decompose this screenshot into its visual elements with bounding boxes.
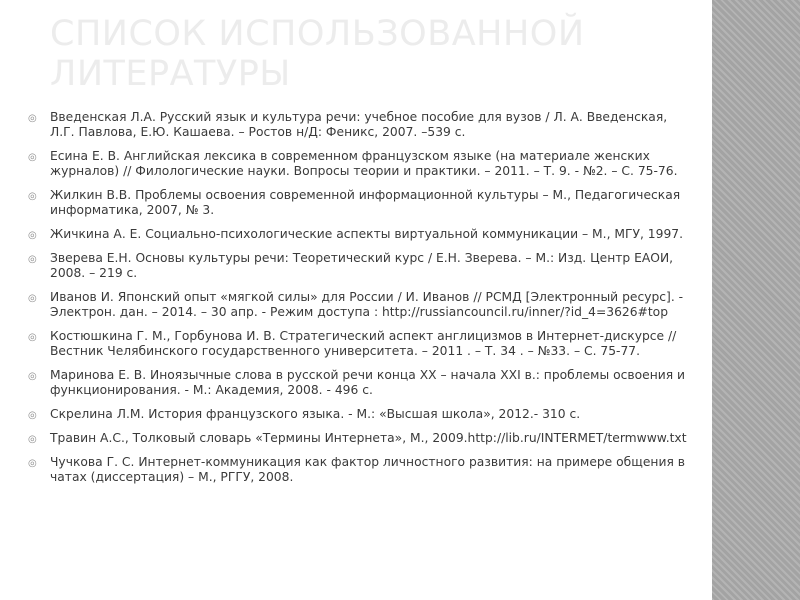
bullet-ring-icon: ◎ — [28, 293, 37, 304]
reference-item — [26, 227, 692, 242]
bullet-ring-icon: ◎ — [28, 371, 37, 382]
reference-item — [26, 368, 692, 398]
reference-item — [26, 407, 692, 422]
reference-item — [26, 188, 692, 218]
bullet-ring-icon: ◎ — [28, 458, 37, 469]
reference-item — [26, 290, 692, 320]
reference-text: Введенская Л.А. Русский язык и культура речи: учебное пособие для вузов / Л. А. Введенская, Л.Г. Павлова, Е.Ю. Кашаева. – Ростов н/Д: Феникс, 2007. –539 с. — [50, 110, 668, 139]
bullet-ring-icon: ◎ — [28, 191, 37, 202]
reference-text: Зверева Е.Н. Основы культуры речи: Теоретический курс / Е.Н. Зверева. – М.: Изд. Центр ЕАОИ, 2008. – 219 с. — [50, 251, 674, 280]
bullet-ring-icon: ◎ — [28, 410, 37, 421]
reference-text: Чучкова Г. С. Интернет-коммуникация как фактор личностного развития: на примере общения в чатах (диссертация) – М., РГГУ, 2008. — [50, 455, 686, 484]
reference-item — [26, 149, 692, 179]
slide-title: СПИСОК ИСПОЛЬЗОВАННОЙ ЛИТЕРАТУРЫ — [50, 14, 585, 94]
reference-text: Жилкин В.В. Проблемы освоения современной информационной культуры – М., Педагогическая информатика, 2007, № 3. — [50, 188, 681, 217]
reference-text: Иванов И. Японский опыт «мягкой силы» для России / И. Иванов // РСМД [Электронный ресурс]. - Электрон. дан. – 2014. – 30 апр. - Режим доступа : http://russiancouncil.ru/inner/?id_4=3626#top — [50, 290, 684, 319]
reference-item — [26, 455, 692, 485]
reference-list — [26, 110, 692, 494]
reference-item — [26, 329, 692, 359]
bullet-ring-icon: ◎ — [28, 152, 37, 163]
bullet-ring-icon: ◎ — [28, 332, 37, 343]
bullet-ring-icon: ◎ — [28, 230, 37, 241]
reference-item — [26, 251, 692, 281]
bullet-ring-icon: ◎ — [28, 254, 37, 265]
reference-text: Жичкина А. Е. Социально-психологические аспекты виртуальной коммуникации – М., МГУ, 1997. — [50, 227, 684, 241]
reference-text: Есина Е. В. Английская лексика в современном французском языке (на материале женских журналов) // Филологические науки. Вопросы теории и практики. – 2011. – Т. 9. - №2. – С. 75-76. — [50, 149, 678, 178]
reference-item — [26, 110, 692, 140]
reference-text: Маринова Е. В. Иноязычные слова в русской речи конца XX – начала XXI в.: проблемы освоения и функционирования. - М.: Академия, 2008. - 496 с. — [50, 368, 686, 397]
reference-item — [26, 431, 692, 446]
reference-text: Скрелина Л.М. История французского языка. - М.: «Высшая школа», 2012.- 310 с. — [50, 407, 581, 421]
reference-text: Костюшкина Г. М., Горбунова И. В. Стратегический аспект англицизмов в Интернет-дискурсе // Вестник Челябинского государственного университета. – 2011 . – Т. 34 . – №33. – С. 75-77. — [50, 329, 677, 358]
bullet-ring-icon: ◎ — [28, 113, 37, 124]
bullet-ring-icon: ◎ — [28, 434, 37, 445]
decorative-side-strip — [712, 0, 800, 600]
reference-text: Травин А.С., Толковый словарь «Термины Интернета», М., 2009.http://lib.ru/INTERMET/termwww.txt — [50, 431, 687, 445]
